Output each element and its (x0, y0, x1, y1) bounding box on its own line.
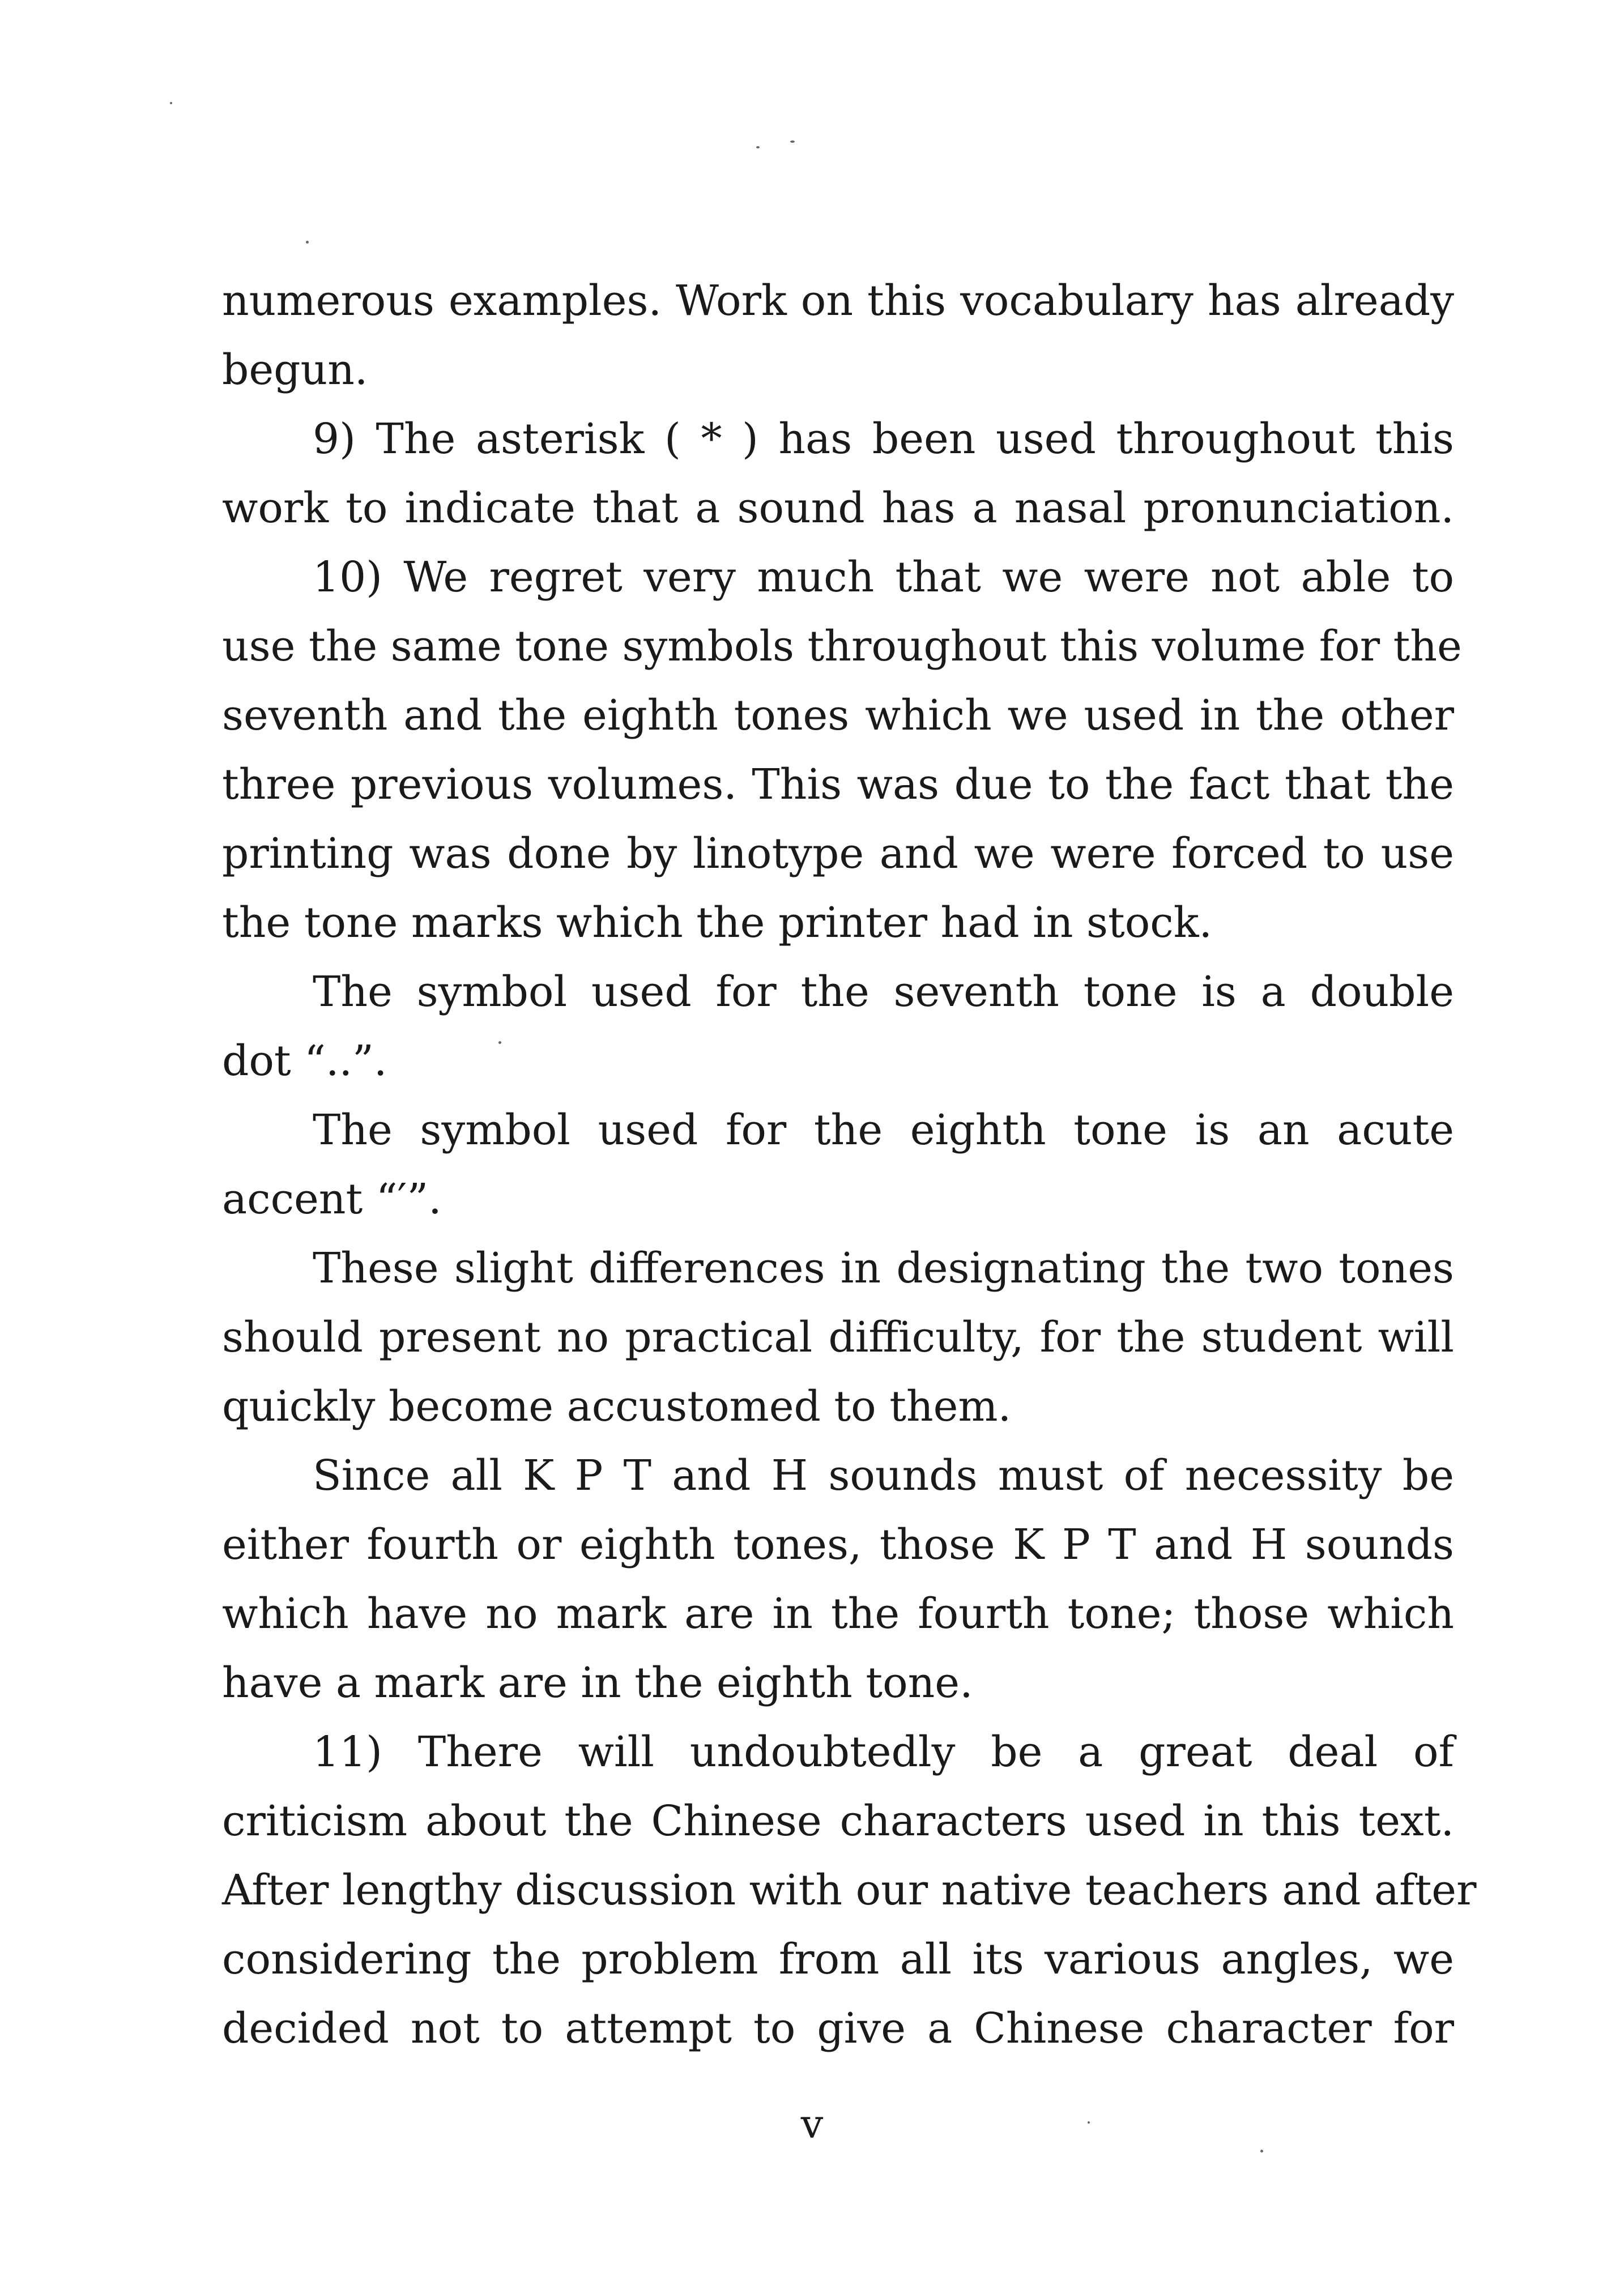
text-line: have a mark are in the eighth tone. (222, 1659, 973, 1707)
text-line: 11) There will undoubtedly be a great deal of (313, 1728, 1454, 1776)
text-line: considering the problem from all its various angles, we (222, 1935, 1454, 1984)
scan-speck (1088, 2121, 1090, 2124)
scan-speck (1260, 2150, 1263, 2153)
text-line: decided not to attempt to give a Chinese character for (222, 2004, 1454, 2053)
body-text (222, 266, 1477, 2063)
text-line: begun. (222, 346, 368, 394)
text-line: printing was done by linotype and we were forced to use (222, 829, 1454, 878)
text-line: 10) We regret very much that we were not able to (313, 553, 1454, 602)
text-line: numerous examples. Work on this vocabulary has already (222, 276, 1454, 325)
scan-speck (498, 1041, 501, 1044)
text-line: three previous volumes. This was due to the fact that the (222, 760, 1454, 809)
text-line: The symbol used for the eighth tone is an acute (313, 1106, 1454, 1154)
text-line: After lengthy discussion with our native teachers and after (222, 1866, 1477, 1915)
text-line: the tone marks which the printer had in stock. (222, 898, 1213, 947)
text-line: Since all K P T and H sounds must of necessity be (313, 1451, 1454, 1500)
scan-speck (756, 146, 760, 148)
page-number: v (800, 2101, 824, 2147)
text-line: which have no mark are in the fourth tone; those which (222, 1589, 1454, 1638)
text-line: accent “′”. (222, 1175, 442, 1224)
text-line: The symbol used for the seventh tone is a double (313, 968, 1454, 1016)
text-line: seventh and the eighth tones which we used in the other (222, 691, 1454, 740)
scan-speck (170, 102, 172, 104)
scan-speck (790, 140, 795, 143)
text-line: work to indicate that a sound has a nasal pronunciation. (222, 484, 1454, 532)
text-line: 9) The asterisk ( * ) has been used throughout this (313, 415, 1454, 463)
text-line: use the same tone symbols throughout this volume for the (222, 622, 1462, 671)
text-line: quickly become accustomed to them. (222, 1382, 1012, 1431)
scan-speck (306, 241, 309, 244)
text-line: either fourth or eighth tones, those K P T and H sounds (222, 1520, 1454, 1569)
text-line: should present no practical difficulty, for the student will (222, 1313, 1454, 1362)
text-line: criticism about the Chinese characters used in this text. (222, 1797, 1454, 1846)
text-line: dot “..”. (222, 1037, 387, 1085)
text-line: These slight differences in designating the two tones (313, 1244, 1454, 1293)
